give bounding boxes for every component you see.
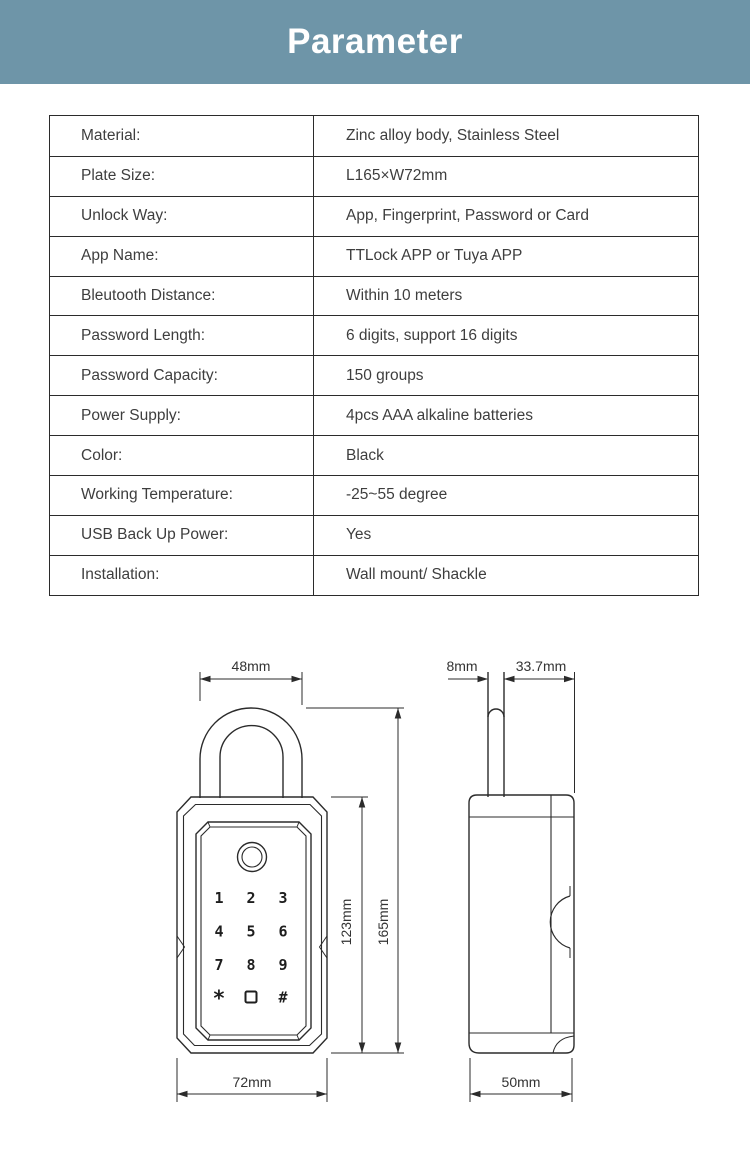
technical-drawing <box>0 630 750 1130</box>
dim-shackle-width-label: 48mm <box>231 658 271 674</box>
spec-value: Within 10 meters <box>346 287 463 304</box>
dim-top-depth-label: 33.7mm <box>515 658 567 674</box>
key-1: 1 <box>214 889 224 907</box>
spec-table <box>49 115 699 596</box>
key-hash: # <box>278 988 288 1007</box>
spec-value: Yes <box>346 526 372 544</box>
table-row <box>50 196 698 236</box>
key-star: * <box>212 986 226 1011</box>
spec-label: Password Length: <box>50 316 314 355</box>
dim-shackle-diameter-label: 8mm <box>446 658 478 674</box>
key-2: 2 <box>246 889 256 907</box>
spec-value: -25~55 degree <box>346 486 448 504</box>
table-row <box>50 236 698 276</box>
shackle-inner <box>220 726 283 798</box>
key-8: 8 <box>246 956 256 974</box>
key-9: 9 <box>278 956 288 974</box>
arrow-up-icon <box>395 708 402 719</box>
key-3: 3 <box>278 889 288 907</box>
header-banner <box>0 0 750 84</box>
spec-label: Material: <box>50 116 314 156</box>
table-row <box>50 276 698 316</box>
front-view-drawing <box>177 658 404 1102</box>
spec-value: 6 digits, support 16 digits <box>346 326 518 344</box>
key-0-square <box>246 992 257 1003</box>
spec-label: App Name: <box>50 237 314 276</box>
spec-label: USB Back Up Power: <box>50 516 314 555</box>
arrow-left-icon <box>200 676 211 683</box>
side-body-corner-detail <box>553 1036 574 1053</box>
arrow-left-icon <box>177 1091 188 1098</box>
arrow-left-icon <box>504 676 515 683</box>
page-title: Parameter <box>287 22 463 61</box>
spec-label: Bleutooth Distance: <box>50 277 314 316</box>
spec-value: Zinc alloy body, Stainless Steel <box>346 126 560 144</box>
spec-value: 150 groups <box>346 366 424 384</box>
panel-corner-tick <box>208 1035 210 1040</box>
dim-inner-height-label: 123mm <box>338 898 354 946</box>
arrow-down-icon <box>395 1043 402 1054</box>
table-row <box>50 395 698 435</box>
spec-label: Unlock Way: <box>50 197 314 236</box>
shackle-outer <box>200 708 302 798</box>
arrow-right-icon <box>562 1091 573 1098</box>
table-row <box>50 156 698 196</box>
spec-label: Installation: <box>50 556 314 595</box>
arrow-right-icon <box>317 1091 328 1098</box>
table-row <box>50 355 698 395</box>
panel-corner-tick <box>208 822 210 827</box>
key-7: 7 <box>214 956 224 974</box>
arrow-right-icon <box>292 676 303 683</box>
side-view-drawing <box>446 658 574 1102</box>
arrow-right-icon <box>564 676 575 683</box>
side-body-outline <box>469 795 574 1053</box>
arrow-down-icon <box>359 1043 366 1054</box>
spec-label: Working Temperature: <box>50 476 314 515</box>
dim-body-depth-label: 50mm <box>501 1074 541 1090</box>
right-seam-notch <box>320 936 328 958</box>
spec-label: Color: <box>50 436 314 475</box>
table-row <box>50 116 698 156</box>
spec-label: Password Capacity: <box>50 356 314 395</box>
table-row <box>50 515 698 555</box>
table-row <box>50 315 698 355</box>
dim-total-height-label: 165mm <box>375 898 391 946</box>
table-row <box>50 555 698 595</box>
arrow-left-icon <box>470 1091 481 1098</box>
table-row <box>50 475 698 515</box>
spec-value: Black <box>346 446 384 464</box>
latch-bump-arc <box>550 896 570 948</box>
table-row <box>50 435 698 475</box>
key-5: 5 <box>246 922 256 941</box>
spec-value: 4pcs AAA alkaline batteries <box>346 406 533 424</box>
key-6: 6 <box>278 922 288 941</box>
fingerprint-reader-inner <box>242 847 262 867</box>
dim-body-width-label: 72mm <box>232 1074 272 1090</box>
panel-corner-tick <box>297 822 299 827</box>
arrow-right-icon <box>478 676 489 683</box>
spec-label: Power Supply: <box>50 396 314 435</box>
spec-value: Wall mount/ Shackle <box>346 566 487 584</box>
spec-value: App, Fingerprint, Password or Card <box>346 207 589 225</box>
spec-value: L165×W72mm <box>346 167 448 185</box>
arrow-up-icon <box>359 797 366 808</box>
spec-label: Plate Size: <box>50 157 314 196</box>
panel-corner-tick <box>297 1035 299 1040</box>
shackle-rod-cap <box>488 709 504 717</box>
spec-value: TTLock APP or Tuya APP <box>346 247 523 265</box>
key-4: 4 <box>214 922 224 941</box>
